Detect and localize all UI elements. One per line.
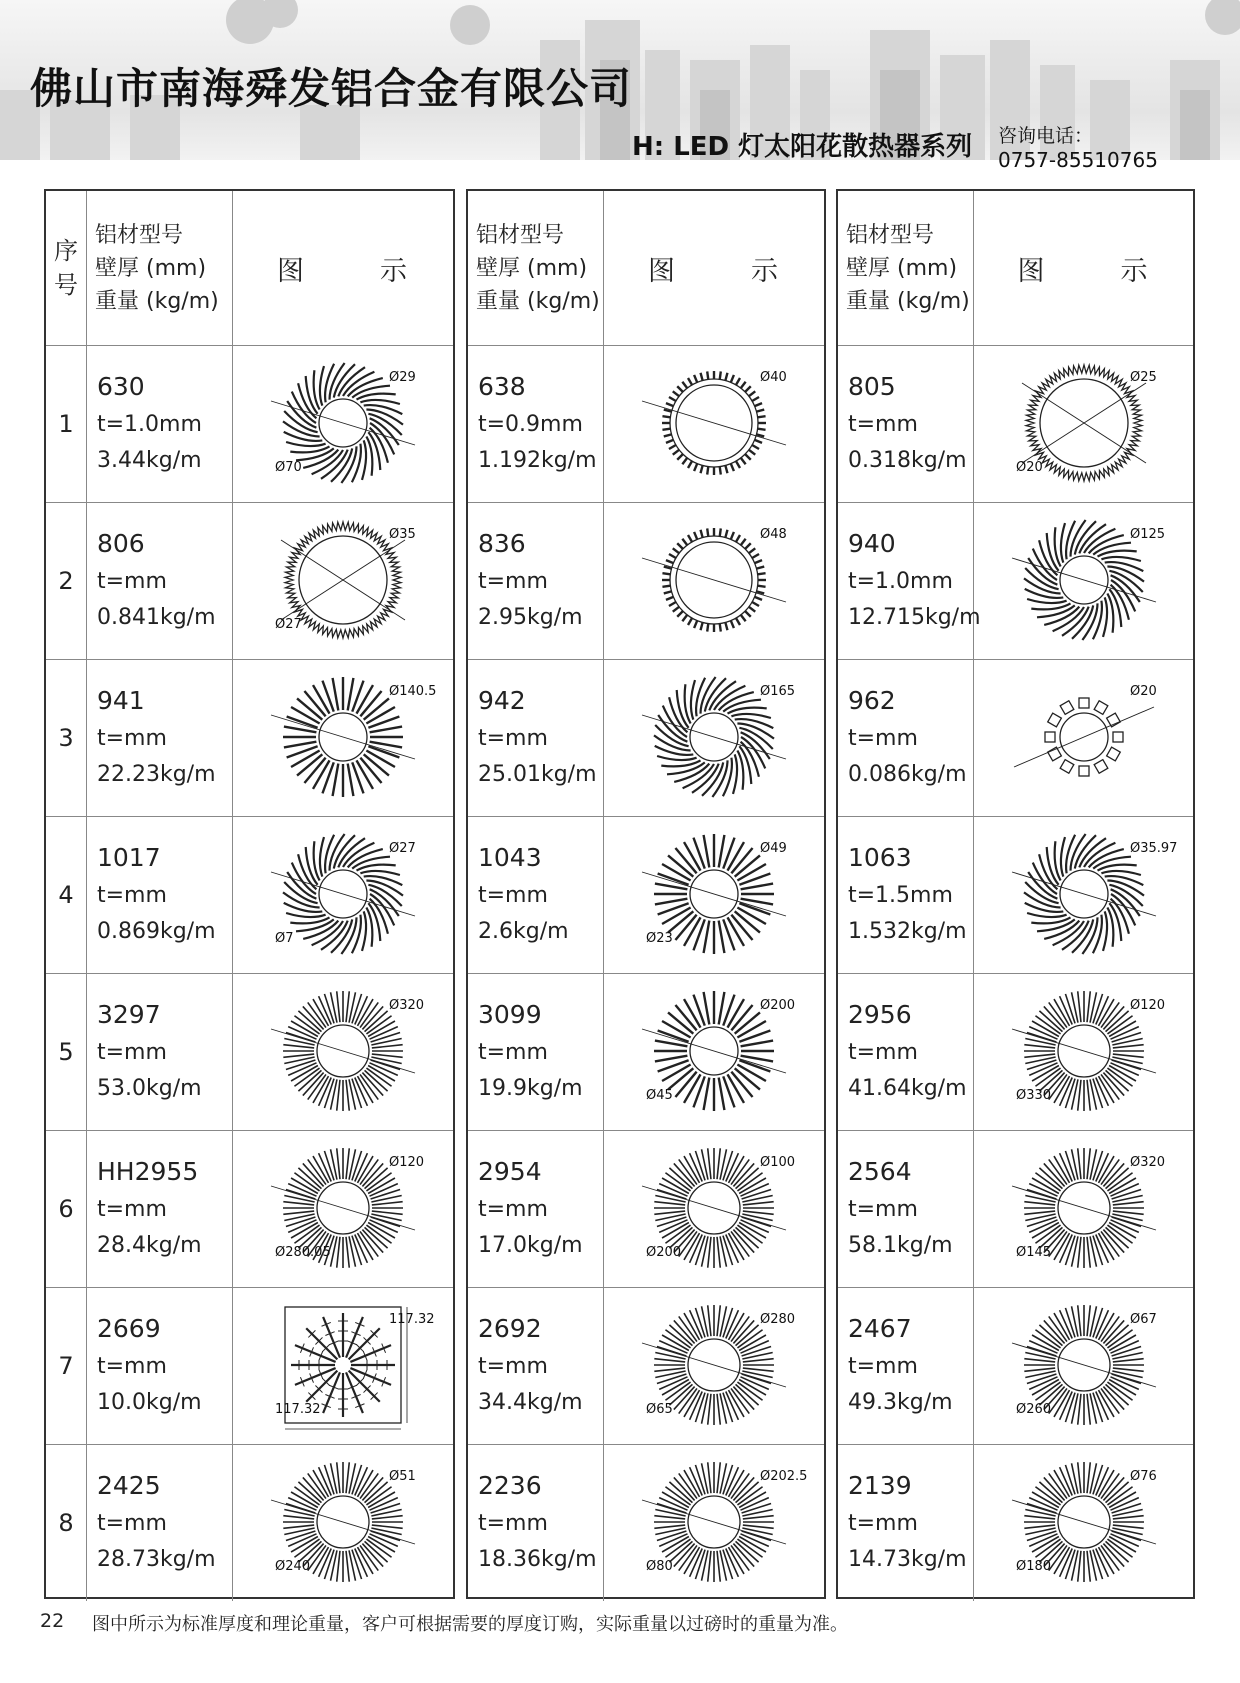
seq-header [46,191,87,346]
dimension-label: Ø70 [275,460,302,475]
series-title: H: LED 灯太阳花散热器系列 [632,132,973,162]
dimension-label: Ø29 [389,370,416,385]
product-figure [233,346,454,503]
product-figure [974,817,1194,974]
product-row [838,1445,1193,1602]
unit-weight: 25.01kg/m [478,762,597,787]
model-number: 1017 [97,843,161,872]
row-seq-number: 5 [46,974,87,1131]
product-row [46,660,453,817]
heatsink-cross-section [629,512,799,650]
product-info [468,817,604,974]
info-header [838,191,974,346]
footer-note: 图中所示为标准厚度和理论重量，客户可根据需要的厚度订购，实际重量以过磅时的重量为准。 [92,1614,848,1635]
wall-thickness: t=0.9mm [478,412,583,437]
model-number: 2236 [478,1471,542,1500]
figure-header-char: 示 [1120,255,1150,287]
row-seq-number: 2 [46,503,87,660]
wall-thickness: t=1.0mm [97,412,202,437]
dimension-label: Ø48 [760,527,787,542]
product-table-column-3 [836,189,1195,1599]
table-header-row [468,191,824,346]
product-row [838,974,1193,1131]
dimension-label: Ø76 [1129,1469,1157,1484]
info-header-line: 壁厚 (mm) [476,255,588,281]
wall-thickness: t=mm [478,726,548,751]
heatsink-cross-section [258,355,428,493]
model-number: 1063 [848,843,912,872]
heatsink-cross-section [258,1454,428,1592]
product-row [838,1131,1193,1288]
wall-thickness: t=mm [848,1511,918,1536]
unit-weight: 17.0kg/m [478,1233,583,1258]
dimension-label: Ø27 [389,841,416,856]
product-info [838,660,974,817]
table-header-row [46,191,453,346]
wall-thickness: t=mm [478,569,548,594]
product-figure [233,1445,454,1602]
figure-header-char: 示 [380,255,410,287]
heatsink-cross-section [258,826,428,964]
product-info [87,1288,233,1445]
unit-weight: 3.44kg/m [97,448,202,473]
product-row [46,974,453,1131]
dimension-label: Ø202.5 [760,1469,808,1484]
model-number: 630 [97,372,145,401]
dimension-label: Ø51 [389,1469,416,1484]
product-info [838,1445,974,1602]
phone-label: 咨询电话： [998,125,1094,147]
product-figure [233,503,454,660]
seq-header-line: 号 [54,271,78,299]
seq-header-line: 序 [54,237,78,265]
wall-thickness: t=mm [97,569,167,594]
product-figure [604,660,825,817]
unit-weight: 0.869kg/m [97,919,216,944]
product-info [87,1445,233,1602]
product-row [468,346,824,503]
product-info [838,1288,974,1445]
wall-thickness: t=mm [848,1040,918,1065]
product-row [838,1288,1193,1445]
wall-thickness: t=mm [848,726,918,751]
unit-weight: 41.64kg/m [848,1076,967,1101]
product-row [838,346,1193,503]
product-info [87,817,233,974]
product-figure [974,974,1194,1131]
model-number: 805 [848,372,896,401]
unit-weight: 14.73kg/m [848,1547,967,1572]
wall-thickness: t=mm [97,1354,167,1379]
product-row [468,1288,824,1445]
model-number: 806 [97,529,145,558]
info-header [87,191,233,346]
product-info [838,817,974,974]
unit-weight: 1.192kg/m [478,448,597,473]
info-header-line: 铝材型号 [95,222,184,248]
wall-thickness: t=mm [848,1354,918,1379]
product-figure [233,1288,454,1445]
dimension-label: 117.32 [389,1312,435,1327]
model-number: 836 [478,529,526,558]
wall-thickness: t=mm [478,1040,548,1065]
info-header-line: 重量 (kg/m) [95,288,219,314]
model-number: 2467 [848,1314,912,1343]
wall-thickness: t=mm [478,883,548,908]
dimension-label: Ø320 [1129,1155,1165,1170]
unit-weight: 0.086kg/m [848,762,967,787]
product-info [468,974,604,1131]
heatsink-cross-section [629,669,799,807]
heatsink-cross-section [629,1454,808,1592]
unit-weight: 1.532kg/m [848,919,967,944]
product-figure [233,1131,454,1288]
wall-thickness: t=mm [97,883,167,908]
product-figure [974,1131,1194,1288]
product-info [468,503,604,660]
heatsink-cross-section [999,669,1169,807]
dimension-label: Ø240 [275,1559,311,1574]
dimension-label: Ø260 [1015,1402,1051,1417]
product-table-column-2 [466,189,826,1599]
heatsink-cross-section [999,1454,1169,1592]
dimension-label: Ø23 [646,931,673,946]
heatsink-cross-section [258,1140,428,1278]
model-number: 1043 [478,843,542,872]
dimension-label: Ø180 [1015,1559,1051,1574]
dimension-label: Ø35 [389,527,416,542]
product-figure [974,503,1194,660]
wall-thickness: t=mm [848,1197,918,1222]
info-header-line: 重量 (kg/m) [476,288,600,314]
heatsink-cross-section [999,512,1169,650]
unit-weight: 0.318kg/m [848,448,967,473]
model-number: 2564 [848,1157,912,1186]
heatsink-drawing [642,528,786,632]
product-figure [233,660,454,817]
dimension-label: Ø280.05 [275,1245,331,1260]
model-number: 2425 [97,1471,161,1500]
dimension-label: Ø20 [1015,460,1043,475]
model-number: 940 [848,529,896,558]
product-table-column-1 [44,189,455,1599]
product-row [838,817,1193,974]
company-name: 佛山市南海舜发铝合金有限公司 [30,64,633,113]
product-row [46,817,453,974]
figure-header-char: 示 [751,255,781,287]
product-info [468,1288,604,1445]
page-header [0,0,1240,172]
unit-weight: 22.23kg/m [97,762,216,787]
heatsink-drawing [642,371,786,475]
dimension-label: Ø125 [1129,527,1165,542]
product-figure [604,1131,825,1288]
unit-weight: 18.36kg/m [478,1547,597,1572]
product-figure [974,660,1194,817]
product-figure [604,817,825,974]
product-figure [604,1445,825,1602]
model-number: 942 [478,686,526,715]
product-info [838,974,974,1131]
dimension-label: Ø330 [1015,1088,1051,1103]
unit-weight: 2.6kg/m [478,919,569,944]
product-figure [233,974,454,1131]
model-number: 2669 [97,1314,161,1343]
info-header-line: 壁厚 (mm) [95,255,207,281]
dimension-label: Ø7 [275,931,294,946]
row-seq-number: 3 [46,660,87,817]
product-info [838,1131,974,1288]
dimension-label: Ø165 [760,684,796,699]
heatsink-cross-section [258,669,437,807]
unit-weight: 53.0kg/m [97,1076,202,1101]
wall-thickness: t=mm [478,1511,548,1536]
heatsink-cross-section [629,983,799,1121]
unit-weight: 10.0kg/m [97,1390,202,1415]
dimension-label: Ø45 [646,1088,673,1103]
wall-thickness: t=mm [97,726,167,751]
product-info [838,503,981,660]
product-info [468,346,604,503]
wall-thickness: t=1.0mm [848,569,953,594]
row-seq-number: 1 [46,346,87,503]
product-row [468,817,824,974]
unit-weight: 34.4kg/m [478,1390,583,1415]
product-info [87,1131,233,1288]
dimension-label: Ø20 [1129,684,1157,699]
dimension-label: Ø40 [760,370,787,385]
product-figure [974,1445,1194,1602]
heatsink-cross-section [629,355,799,493]
dimension-label: Ø100 [760,1155,796,1170]
wall-thickness: t=mm [478,1354,548,1379]
product-info [87,503,233,660]
info-header [468,191,604,346]
unit-weight: 2.95kg/m [478,605,583,630]
wall-thickness: t=mm [478,1197,548,1222]
table-header-row [838,191,1193,346]
model-number: 638 [478,372,526,401]
dimension-label: Ø67 [1129,1312,1157,1327]
dimension-label: Ø25 [1129,370,1157,385]
info-header-line: 铝材型号 [846,222,935,248]
phone-number: 0757-85510765 [998,148,1158,172]
unit-weight: 28.73kg/m [97,1547,216,1572]
dimension-label: Ø27 [275,617,302,632]
product-figure [974,346,1194,503]
heatsink-cross-section [629,1297,799,1435]
model-number: 2956 [848,1000,912,1029]
info-header-line: 壁厚 (mm) [846,255,958,281]
wall-thickness: t=mm [848,412,918,437]
dimension-label: Ø120 [389,1155,425,1170]
product-figure [604,974,825,1131]
product-row [46,1445,453,1602]
row-seq-number: 7 [46,1288,87,1445]
product-row [838,503,1193,660]
heatsink-drawing [1014,698,1154,776]
row-seq-number: 4 [46,817,87,974]
dimension-label: Ø80 [646,1559,673,1574]
heatsink-cross-section [999,1297,1169,1435]
product-figure [604,346,825,503]
product-figure [233,817,454,974]
unit-weight: 49.3kg/m [848,1390,953,1415]
dimension-label: Ø320 [389,998,425,1013]
dimension-label: Ø280 [760,1312,796,1327]
product-info [87,974,233,1131]
heatsink-cross-section [258,1297,435,1435]
product-row [46,1288,453,1445]
model-number: 2954 [478,1157,542,1186]
heatsink-cross-section [999,355,1169,493]
dimension-label: Ø35.97 [1129,841,1177,856]
figure-header [974,191,1194,346]
model-number: 941 [97,686,145,715]
unit-weight: 19.9kg/m [478,1076,583,1101]
page-number: 22 [40,1610,65,1632]
wall-thickness: t=mm [97,1040,167,1065]
heatsink-cross-section [629,826,799,964]
product-info [468,660,604,817]
model-number: 3297 [97,1000,161,1029]
dimension-label: Ø49 [760,841,787,856]
heatsink-cross-section [629,1140,799,1278]
model-number: 3099 [478,1000,542,1029]
product-info [87,346,233,503]
figure-header-char: 图 [647,255,677,287]
model-number: 2692 [478,1314,542,1343]
heatsink-cross-section [999,826,1177,964]
wall-thickness: t=mm [97,1197,167,1222]
product-info [838,346,974,503]
product-row [468,974,824,1131]
product-row [838,660,1193,817]
dimension-label: Ø140.5 [389,684,437,699]
product-figure [974,1288,1194,1445]
unit-weight: 58.1kg/m [848,1233,953,1258]
figure-header-char: 图 [1017,255,1047,287]
row-seq-number: 6 [46,1131,87,1288]
product-row [46,503,453,660]
model-number: 962 [848,686,896,715]
dimension-label: Ø120 [1129,998,1165,1013]
product-info [468,1131,604,1288]
unit-weight: 28.4kg/m [97,1233,202,1258]
product-row [468,1131,824,1288]
unit-weight: 0.841kg/m [97,605,216,630]
info-header-line: 铝材型号 [476,222,565,248]
product-row [468,1445,824,1602]
dimension-label: 117.32 [275,1402,321,1417]
wall-thickness: t=1.5mm [848,883,953,908]
heatsink-cross-section [999,983,1169,1121]
product-figure [604,1288,825,1445]
wall-thickness: t=mm [97,1511,167,1536]
product-row [468,503,824,660]
dimension-label: Ø200 [646,1245,682,1260]
model-number: HH2955 [97,1157,199,1186]
product-figure [604,503,825,660]
dimension-label: Ø145 [1015,1245,1051,1260]
product-row [468,660,824,817]
product-row [46,346,453,503]
unit-weight: 12.715kg/m [848,605,981,630]
heatsink-cross-section [258,512,428,650]
figure-header [604,191,825,346]
heatsink-cross-section [258,983,428,1121]
info-header-line: 重量 (kg/m) [846,288,970,314]
dimension-label: Ø200 [760,998,796,1013]
figure-header-char: 图 [276,255,306,287]
dimension-label: Ø65 [646,1402,673,1417]
product-row [46,1131,453,1288]
row-seq-number: 8 [46,1445,87,1602]
product-info [87,660,233,817]
heatsink-cross-section [999,1140,1169,1278]
product-info [468,1445,604,1602]
model-number: 2139 [848,1471,912,1500]
figure-header [233,191,454,346]
